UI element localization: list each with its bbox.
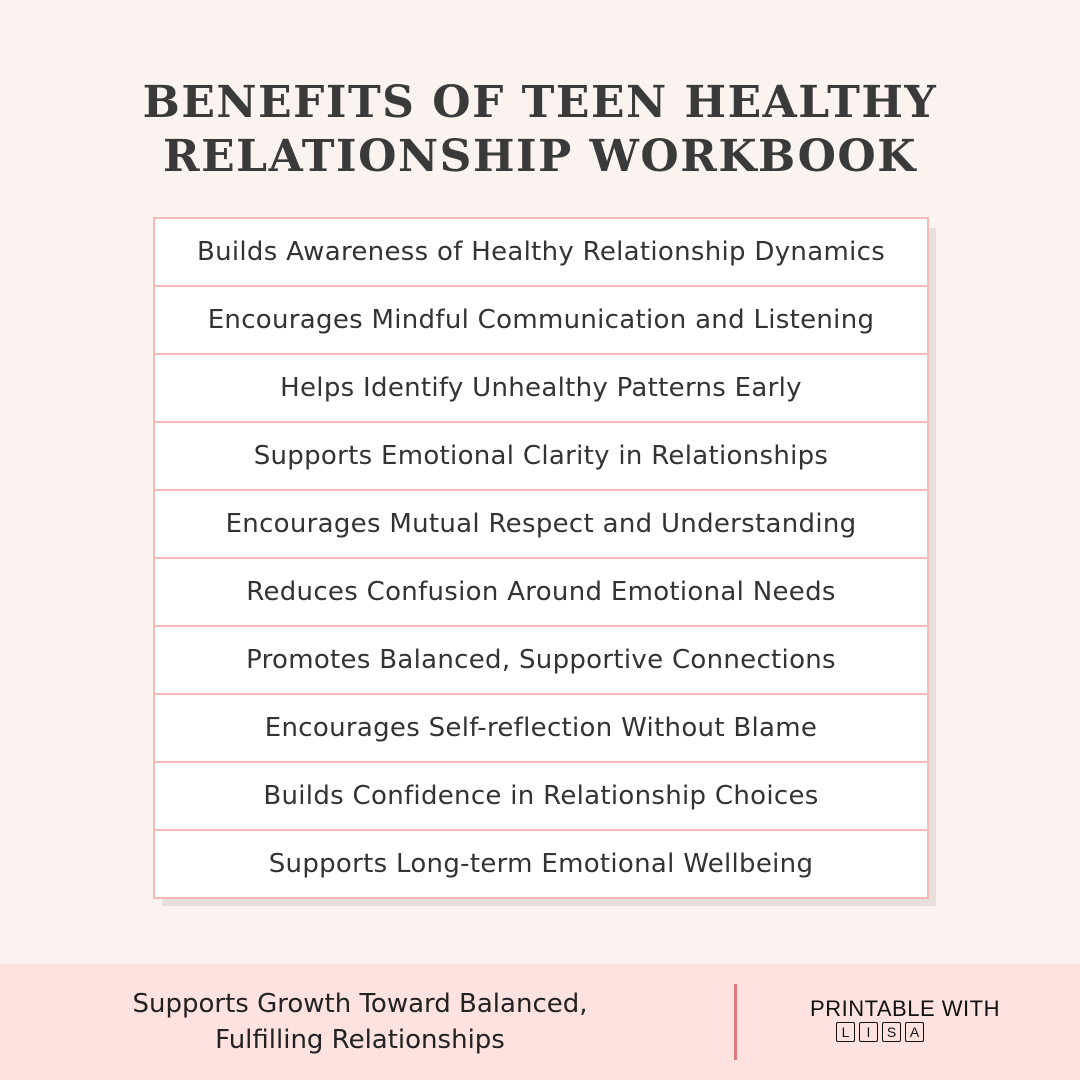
benefit-row: Encourages Mindful Communication and Listening — [155, 285, 927, 353]
brand-name-line: PRINTABLE WITH — [810, 996, 1000, 1021]
brand-logo — [800, 996, 1010, 1042]
benefit-row: Supports Emotional Clarity in Relationships — [155, 421, 927, 489]
benefit-row: Reduces Confusion Around Emotional Needs — [155, 557, 927, 625]
benefit-list — [153, 217, 929, 899]
brand-letter-boxes — [750, 1022, 1010, 1042]
benefit-row: Helps Identify Unhealthy Patterns Early — [155, 353, 927, 421]
page-title — [0, 76, 1080, 184]
benefit-row: Encourages Mutual Respect and Understanding — [155, 489, 927, 557]
footer-divider — [734, 984, 737, 1060]
benefit-row: Builds Awareness of Healthy Relationship Dynamics — [196, 237, 886, 267]
benefit-row: Supports Long-term Emotional Wellbeing — [155, 829, 927, 897]
benefit-row: Builds Confidence in Relationship Choices — [155, 761, 927, 829]
brand-letter-box: A — [905, 1022, 924, 1042]
benefit-row: Encourages Self-reflection Without Blame — [155, 693, 927, 761]
footer-tagline — [90, 986, 630, 1058]
page-title-line-2: RELATIONSHIP WORKBOOK — [163, 131, 917, 182]
brand-letter-box: S — [882, 1022, 901, 1042]
page-title-line-1: BENEFITS OF TEEN HEALTHY — [142, 77, 938, 128]
footer-tagline-line-2: Fulfilling Relationships — [215, 1025, 505, 1055]
brand-letter-box: I — [859, 1022, 878, 1042]
brand-letter-box: L — [836, 1022, 855, 1042]
footer-tagline-line-1: Supports Growth Toward Balanced, — [132, 989, 588, 1019]
benefit-row: Promotes Balanced, Supportive Connections — [155, 625, 927, 693]
